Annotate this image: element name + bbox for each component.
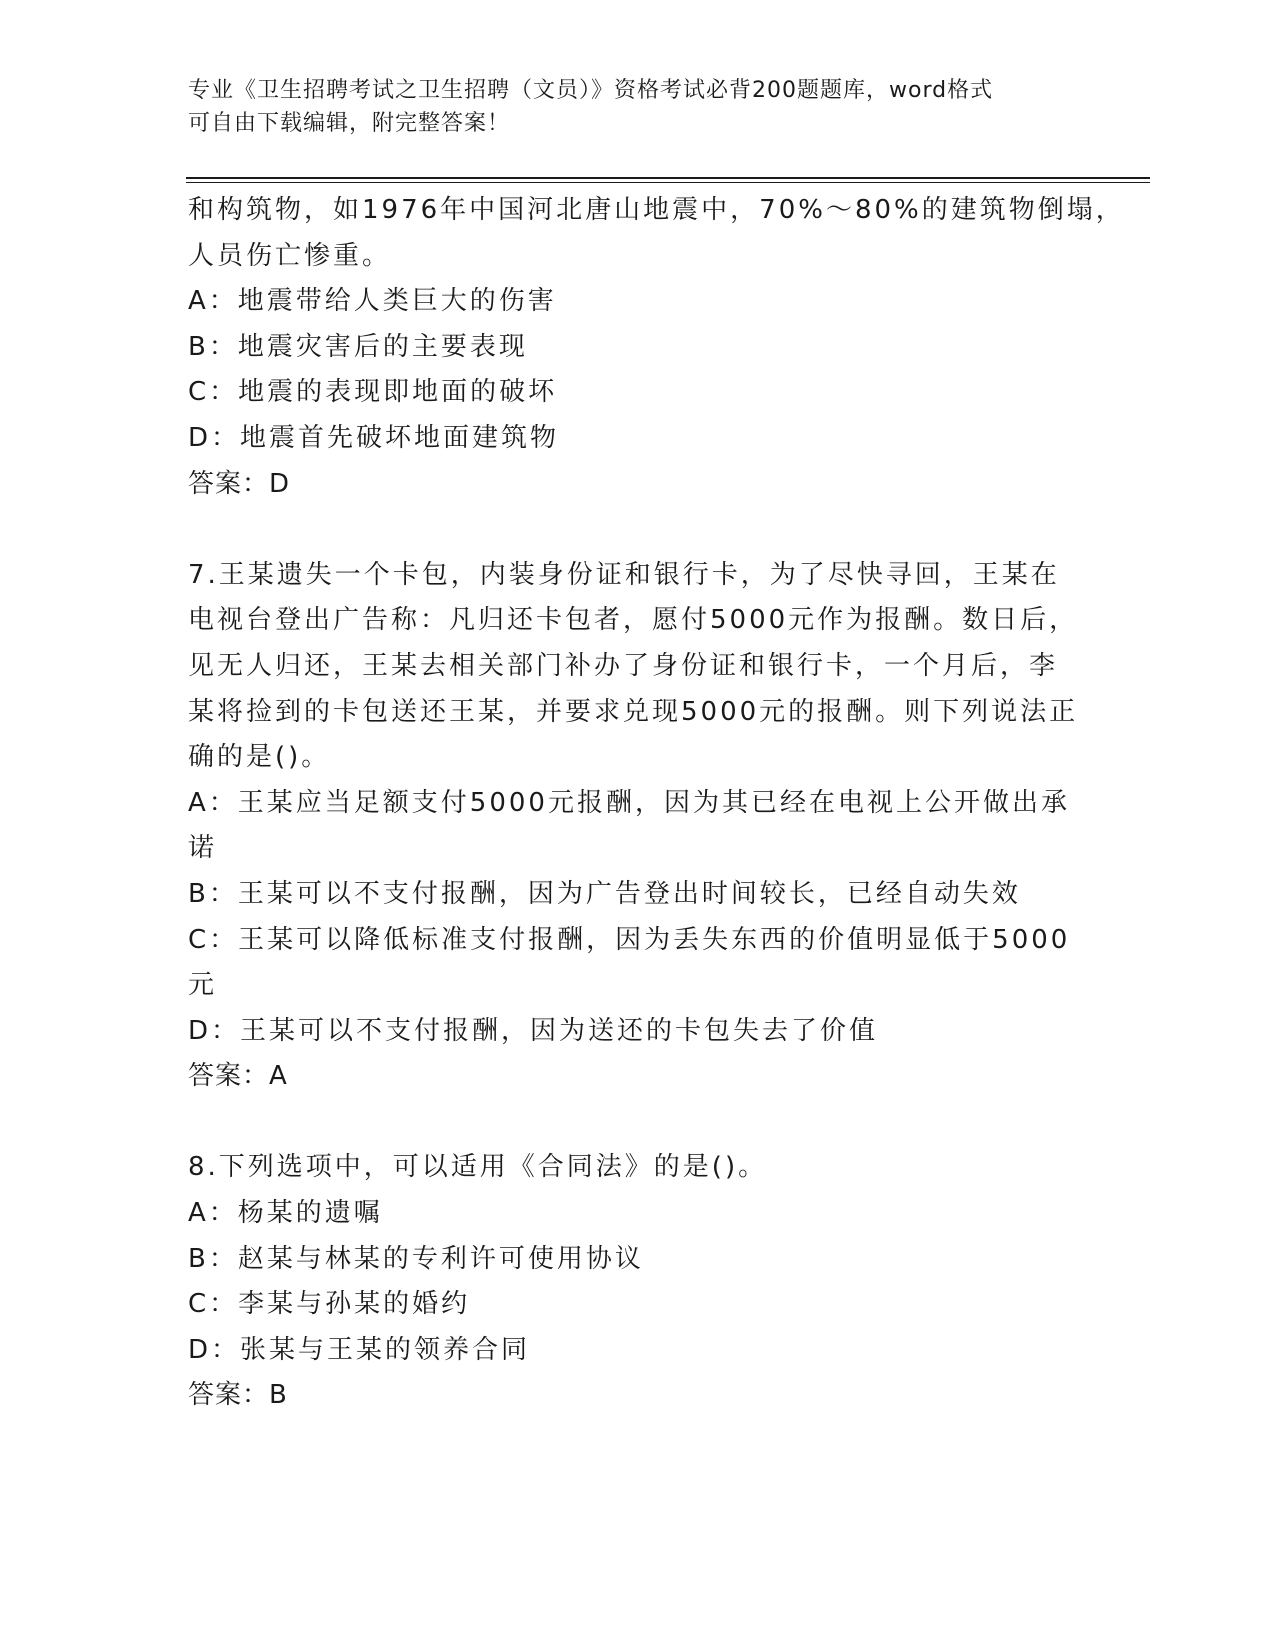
question-6-continuation: [188, 188, 1125, 507]
page-header: [188, 74, 1068, 140]
spacer: [188, 507, 1088, 553]
question-8: [188, 1145, 1088, 1419]
option-b: B：地震灾害后的主要表现: [188, 331, 528, 362]
spacer: [188, 1100, 1088, 1146]
header-divider-thin: [186, 182, 1150, 183]
option-b: B：赵某与林某的专利许可使用协议: [188, 1243, 644, 1274]
question-text-line: 8.下列选项中，可以适用《合同法》的是()。: [188, 1152, 768, 1183]
option-d: D：王某可以不支付报酬，因为送还的卡包失去了价值: [188, 1015, 879, 1046]
answer-label: 答案：A: [188, 1061, 288, 1092]
option-c: C：李某与孙某的婚约: [188, 1289, 471, 1320]
question-7: [188, 553, 1088, 1100]
question-text-line: 和构筑物，如1976年中国河北唐山地震中，70%～80%的建筑物倒塌，: [188, 195, 1125, 225]
question-text-line: 见无人归还，王某去相关部门补办了身份证和银行卡，一个月后，李: [188, 650, 1059, 681]
header-title-line-1: 专业《卫生招聘考试之卫生招聘（文员）》资格考试必背200题题库，word格式: [188, 78, 994, 103]
option-d: D：地震首先破坏地面建筑物: [188, 422, 560, 453]
header-title-line-2: 可自由下载编辑，附完整答案！: [188, 111, 511, 136]
option-c: C：王某可以降低标准支付报酬，因为丢失东西的价值明显低于5000: [188, 924, 1071, 955]
document-body: [188, 188, 1125, 1419]
question-text-line: 人员伤亡惨重。: [188, 240, 392, 271]
option-a: A：王某应当足额支付5000元报酬，因为其已经在电视上公开做出承: [188, 787, 1070, 818]
question-text-line: 电视台登出广告称：凡归还卡包者，愿付5000元作为报酬。数日后，: [188, 605, 1079, 636]
option-c-continued: 元: [188, 970, 218, 1001]
answer-label: 答案：B: [188, 1380, 288, 1411]
option-a: A：杨某的遗嘱: [188, 1198, 383, 1229]
question-text-line: 7.王某遗失一个卡包，内装身份证和银行卡，为了尽快寻回，王某在: [188, 559, 1060, 590]
question-text-line: 确的是()。: [188, 742, 331, 773]
option-a: A：地震带给人类巨大的伤害: [188, 286, 557, 317]
answer-label: 答案：D: [188, 468, 291, 499]
question-text-line: 某将捡到的卡包送还王某，并要求兑现5000元的报酬。则下列说法正: [188, 696, 1079, 727]
header-divider-thick: [186, 177, 1150, 179]
option-b: B：王某可以不支付报酬，因为广告登出时间较长，已经自动失效: [188, 878, 1021, 909]
option-d: D：张某与王某的领养合同: [188, 1334, 531, 1365]
option-a-continued: 诺: [188, 833, 218, 864]
option-c: C：地震的表现即地面的破坏: [188, 377, 558, 408]
